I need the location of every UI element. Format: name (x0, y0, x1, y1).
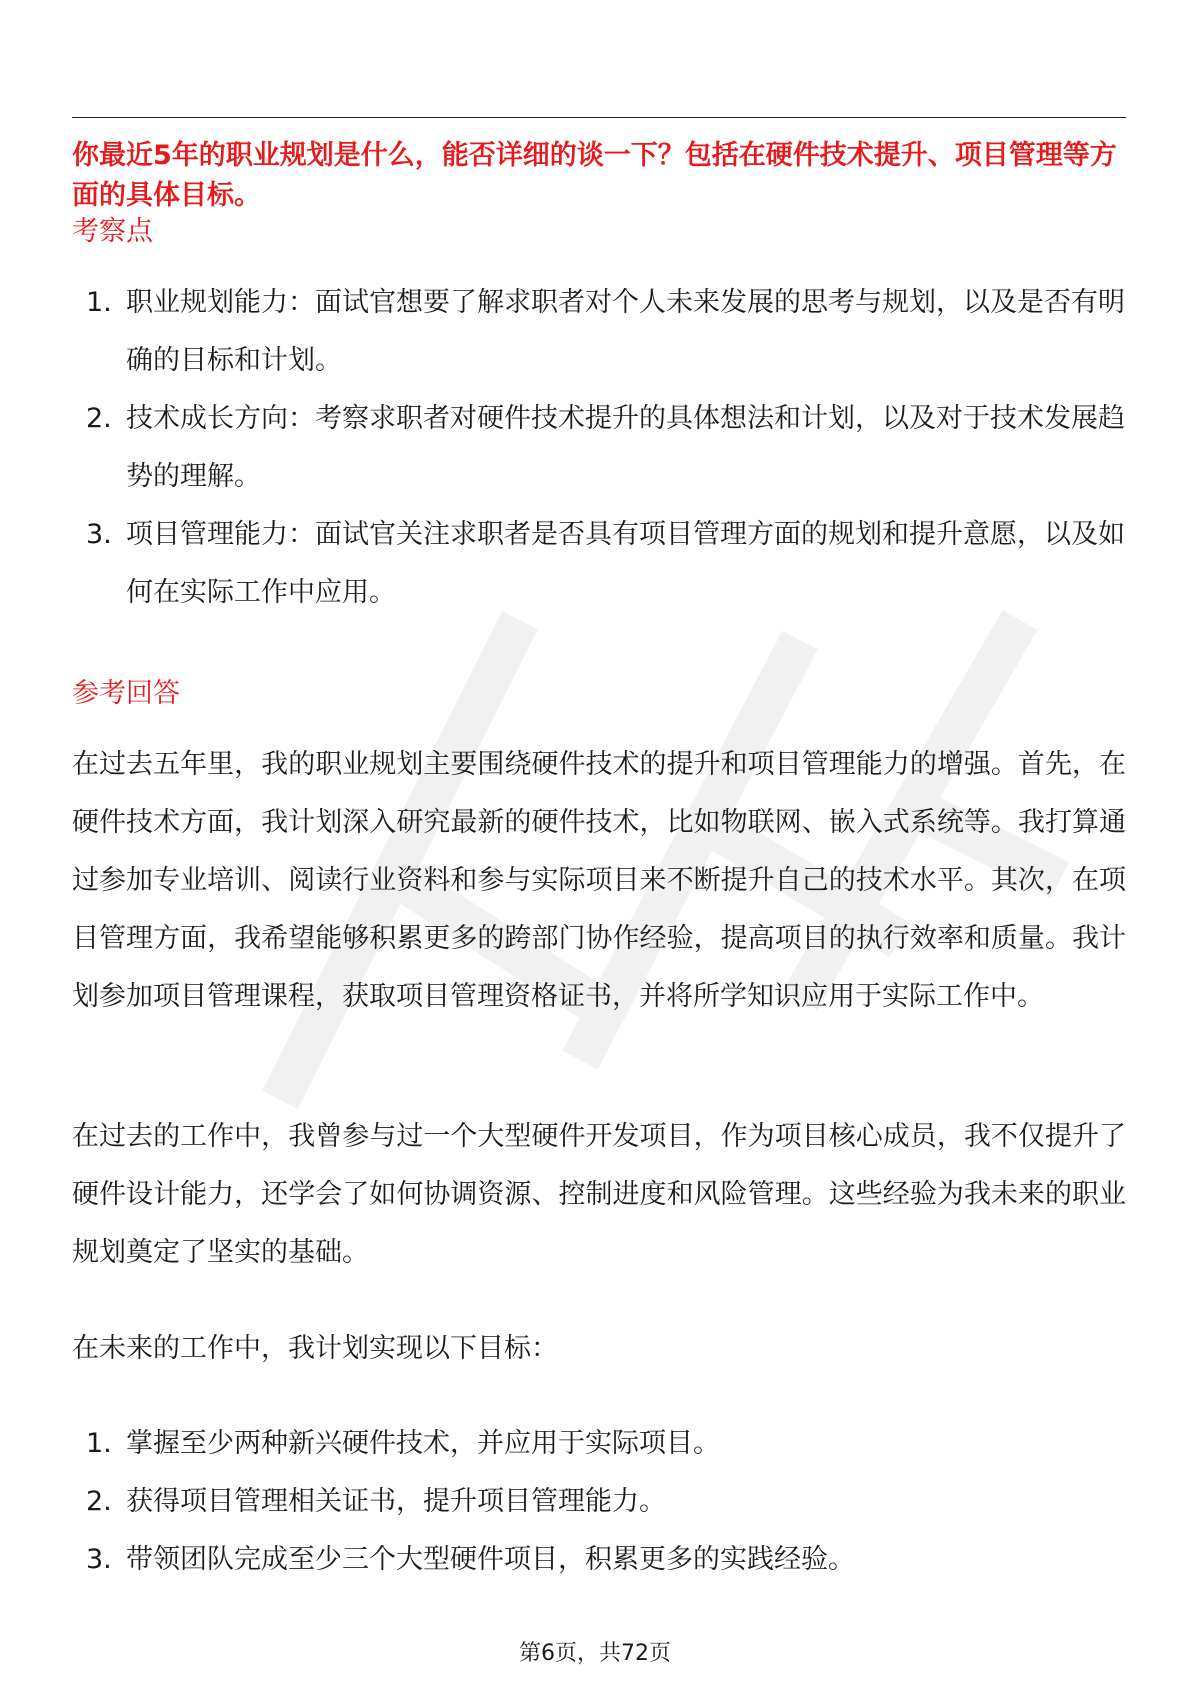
list-number: 3. (86, 519, 112, 550)
list-text: 职业规划能力：面试官想要了解求职者对个人未来发展的思考与规划，以及是否有明确的目标和计划。 (126, 287, 1125, 376)
answer-paragraph: 在过去五年里，我的职业规划主要围绕硬件技术的提升和项目管理能力的增强。首先，在硬件技术方面，我计划深入研究最新的硬件技术，比如物联网、嵌入式系统等。我打算通过参加专业培训、阅读行业资料和参与实际项目来不断提升自己的技术水平。其次，在项目管理方面，我希望能够积累更多的跨部门协作经验，提高项目的执行效率和质量。我计划参加项目管理课程，获取项目管理资格证书，并将所学知识应用于实际工作中。 (72, 749, 1126, 1012)
list-item (72, 1415, 1132, 1473)
answer-paragraph: 在未来的工作中，我计划实现以下目标： (72, 1333, 558, 1364)
list-number: 1. (86, 287, 112, 318)
section-title-answer: 参考回答 (72, 678, 180, 709)
list-number: 2. (86, 403, 112, 434)
answer-paragraph: 在过去的工作中，我曾参与过一个大型硬件开发项目，作为项目核心成员，我不仅提升了硬件设计能力，还学会了如何协调资源、控制进度和风险管理。这些经验为我未来的职业规划奠定了坚实的基础。 (72, 1121, 1126, 1268)
question-heading: 你最近5年的职业规划是什么，能否详细的谈一下？包括在硬件技术提升、项目管理等方面的具体目标。 (72, 140, 1117, 211)
list-number: 2. (86, 1486, 112, 1517)
list-text: 带领团队完成至少三个大型硬件项目，积累更多的实践经验。 (126, 1544, 855, 1575)
page-footer: 第6页，共72页 (519, 1641, 671, 1666)
goals-list (72, 1415, 1132, 1589)
list-item (72, 506, 1132, 622)
assessment-list (72, 274, 1132, 622)
list-number: 3. (86, 1544, 112, 1575)
list-text: 项目管理能力：面试官关注求职者是否具有项目管理方面的规划和提升意愿，以及如何在实际工作中应用。 (126, 519, 1125, 608)
list-item (72, 390, 1132, 506)
list-item (72, 1473, 1132, 1531)
list-item (72, 274, 1132, 390)
list-text: 获得项目管理相关证书，提升项目管理能力。 (126, 1486, 666, 1517)
section-title-assessment: 考察点 (72, 216, 153, 247)
top-rule (72, 117, 1126, 118)
list-text: 掌握至少两种新兴硬件技术，并应用于实际项目。 (126, 1428, 720, 1459)
list-item (72, 1531, 1132, 1589)
list-number: 1. (86, 1428, 112, 1459)
list-text: 技术成长方向：考察求职者对硬件技术提升的具体想法和计划，以及对于技术发展趋势的理解。 (126, 403, 1125, 492)
